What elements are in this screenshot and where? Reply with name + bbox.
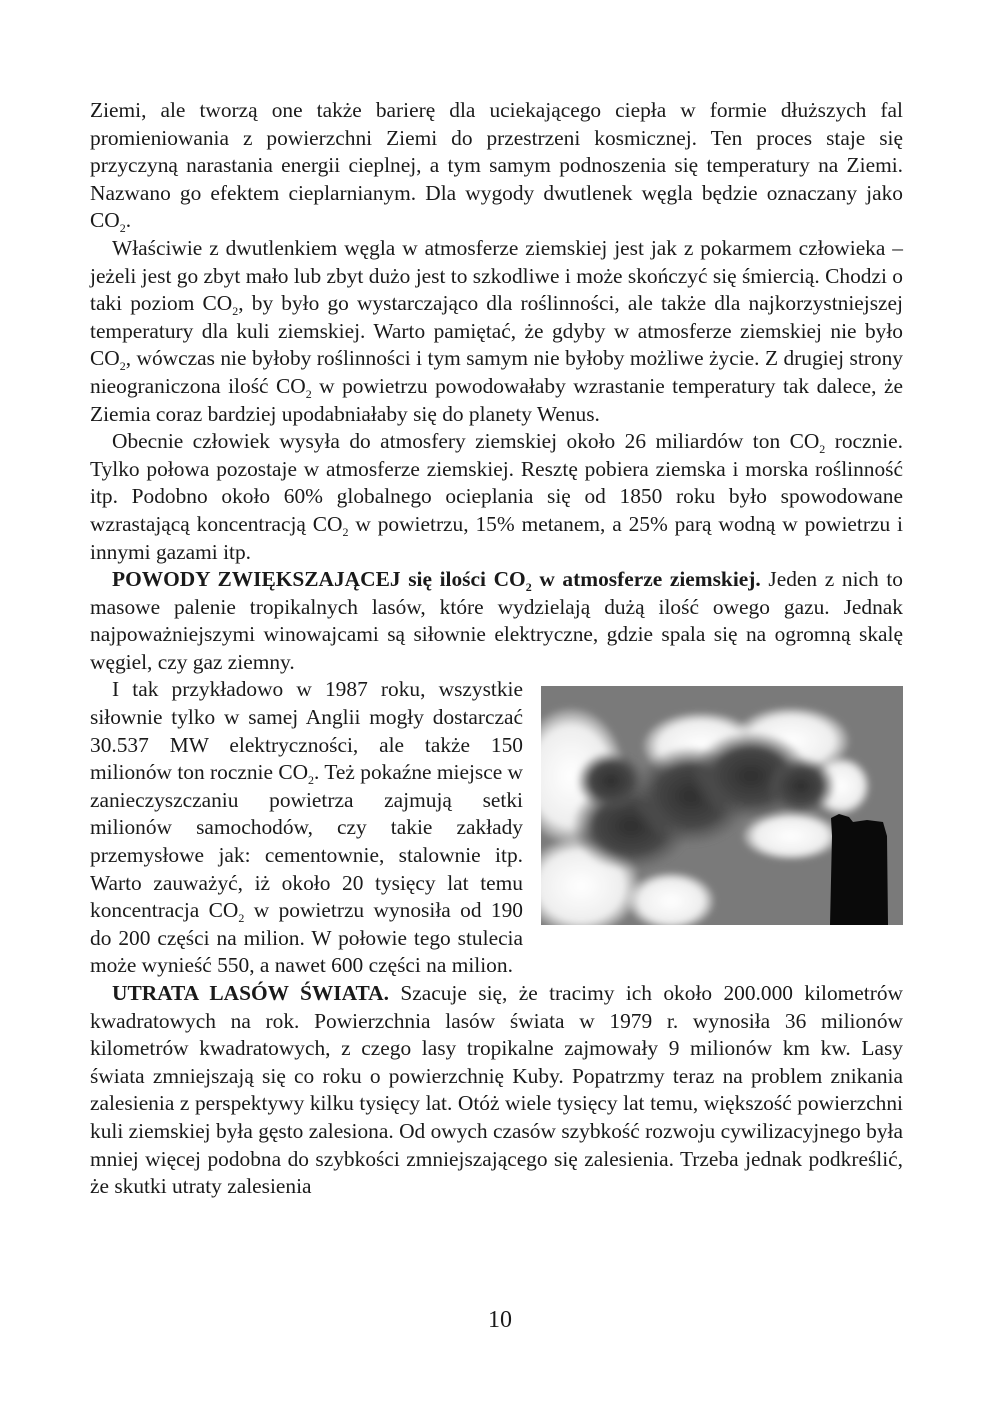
bold-heading-run: POWODY ZWIĘKSZAJĄCEJ się ilości CO bbox=[112, 567, 526, 592]
text-run: Ziemi, ale tworzą one także barierę dla uciekającego ciepła w formie dłuższych fal promieniowania z powierzchni Ziemi do przestrzeni kosmicznej. Ten proces staje się przyczyną narastania energii cieplnej, a tym samym podnoszenia się temperatury na Ziemi. Nazwano go efektem cieplarnianym. Dla wygody dwutlenek węgla będzie oznaczany jako CO bbox=[90, 98, 903, 233]
paragraph-p6 bbox=[90, 980, 903, 1201]
paragraph-p1 bbox=[90, 97, 903, 235]
smokestack-photo bbox=[541, 686, 903, 925]
text-run: Jeden z nich to masowe palenie tropikalnych lasów, które wydzielają dużą ilość owego gazu. Jednak najpoważniejszymi winowajcami są siłownie elektryczne, gdzie spala się na ogromną skalę węgiel, czy gaz ziemny. bbox=[90, 567, 903, 674]
subscript: 2 bbox=[342, 524, 349, 539]
smokestack-photo-graphic bbox=[541, 686, 903, 925]
chimney-shape bbox=[830, 814, 888, 925]
bold-heading-run: UTRATA LASÓW ŚWIATA. bbox=[112, 981, 389, 1005]
text-run: Obecnie człowiek wysyła do atmosfery ziemskiej około 26 miliardów ton CO bbox=[112, 429, 820, 454]
subscript: 2 bbox=[232, 304, 239, 319]
text-run: . bbox=[125, 208, 132, 233]
text-run: , wówczas nie byłoby roślinności i tym samym nie byłoby możliwe życie. Z drugiej strony nieograniczona ilość CO bbox=[90, 346, 903, 398]
text-run: I tak przykładowo w 1987 roku, wszystkie siłownie tylko w samej Anglii mogły dostarczać 30.537 MW elektryczności, ale także 150 milionów ton rocznie CO bbox=[90, 677, 523, 785]
subscript: 2 bbox=[119, 221, 126, 236]
subscript: 2 bbox=[525, 580, 532, 595]
paragraph-p4 bbox=[90, 566, 903, 676]
text-run: Szacuje się, że tracimy ich około 200.000 kilometrów kwadratowych na rok. Powierzchnia lasów świata w 1979 r. wynosiła 36 milionów kilometrów kwadratowych, z czego lasy tropikalne zajmowały 9 milionów km kw. Lasy świata zmniejszają się co roku o powierzchnię Kuby. Popatrzmy teraz na problem znikania zalesienia z perspektywy kilku tysięcy lat. Otóż wiele tysięcy lat temu, większość powierzchni kuli ziemskiej była gęsto zalesiona. Od owych czasów szybkość rozwoju cywilizacyjnego była mniej więcej podobna do szybkości zmniejszającego się zalesienia. Trzeba jednak podkreślić, że skutki utraty zalesienia bbox=[90, 981, 903, 1199]
text-run: w powietrzu, 15% metanem, a 25% parą wodną w powietrzu i innymi gazami itp. bbox=[90, 511, 903, 564]
subscript: 2 bbox=[238, 911, 245, 926]
paragraph-p5 bbox=[90, 676, 903, 980]
subscript: 2 bbox=[819, 442, 826, 457]
document-body bbox=[90, 97, 903, 1201]
text-run: w powietrzu powodowałaby wzrastanie temperatury tak dalece, że Ziemia coraz bardziej upodabniałaby się do planety Wenus. bbox=[90, 373, 903, 426]
text-run: Właściwie z dwutlenkiem węgla w atmosferze ziemskiej jest jak z pokarmem człowieka – jeżeli jest go zbyt mało lub zbyt dużo jest to szkodliwe i może skończyć się śmiercią. Chodzi o taki poziom CO bbox=[90, 235, 903, 316]
subscript: 2 bbox=[305, 386, 312, 401]
paragraph-p2 bbox=[90, 235, 903, 428]
subscript: 2 bbox=[119, 359, 126, 374]
page-number: 10 bbox=[488, 1307, 512, 1333]
text-run: . Też pokaźne miejsce w zanieczyszczaniu powietrza zajmują setki milionów samochodów, czy takie zakłady przemysłowe jak: cementownie, stalownie itp. Warto zauważyć, iż około 20 tysięcy lat temu koncentracja CO bbox=[90, 760, 524, 923]
text-run: rocznie. Tylko połowa pozostaje w atmosferze ziemskiej. Resztę pobiera ziemska i morska roślinność itp. Podobno około 60% globalnego ocieplania się od 1850 roku było spowodowane wzrastającą koncentracją CO bbox=[90, 429, 903, 536]
text-run: w powietrzu wynosiła od 190 do 200 części na milion. W połowie tego stulecia może wynieść 550, a nawet 600 części na milion. bbox=[90, 898, 524, 978]
subscript: 2 bbox=[308, 773, 315, 788]
bold-heading-run: w atmosferze ziemskiej. bbox=[531, 567, 761, 592]
text-run: , by było go wystarczająco dla roślinności, ale także dla najkorzystniejszej temperatury dla kuli ziemskiej. Warto pamiętać, że gdyby w atmosferze ziemskiej nie było CO bbox=[90, 291, 903, 371]
paragraph-p3 bbox=[90, 428, 903, 566]
